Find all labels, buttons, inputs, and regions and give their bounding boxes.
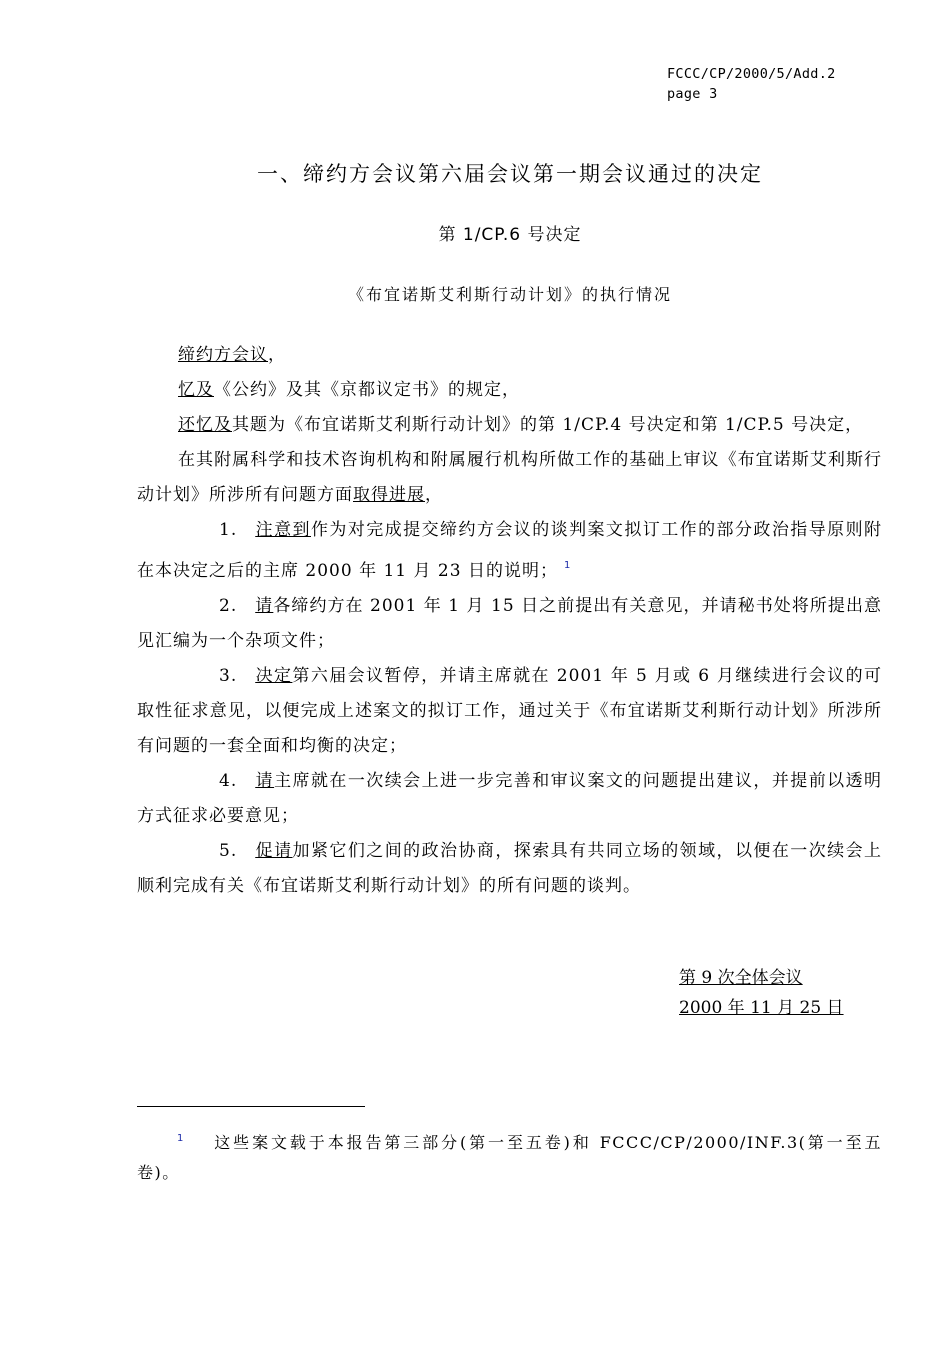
operative-verb: 促请 — [255, 841, 293, 861]
preamble-paragraph: 缔约方会议， — [178, 345, 286, 365]
document-symbol: FCCC/CP/2000/5/Add.2 — [667, 66, 836, 82]
operative-verb: 注意到 — [255, 520, 311, 540]
footnote-text: 这些案文载于本报告第三部分(第一至五卷)和 FCCC/CP/2000/INF.3(第一至五卷)。 — [137, 1133, 882, 1182]
footnote-marker: 1 — [177, 1133, 185, 1144]
preamble-lead: 还忆及 — [178, 415, 232, 435]
preamble-lead: 取得进展 — [353, 485, 425, 505]
section-title: 一、缔约方会议第六届会议第一期会议通过的决定 — [257, 162, 763, 186]
paragraph-number: 1. — [219, 520, 238, 540]
preamble-paragraph: 忆及《公约》及其《京都议定书》的规定， — [178, 380, 520, 400]
decision-number: 第 1/CP.6 号决定 — [438, 225, 582, 245]
footnote-reference[interactable]: 1 — [563, 560, 572, 571]
footnote-divider — [137, 1106, 365, 1107]
paragraph-number: 2. — [219, 596, 238, 616]
meeting-reference: 第 9 次全体会议 — [679, 968, 803, 988]
preamble-lead: 缔约方会议 — [178, 345, 268, 365]
decision-subtitle: 《布宜诺斯艾利斯行动计划》的执行情况 — [347, 285, 672, 304]
signature-block — [679, 963, 844, 1023]
paragraph-number: 3. — [219, 666, 238, 686]
operative-paragraph: 1. 注意到作为对完成提交缔约方会议的谈判案文拟订工作的部分政治指导原则附在本决定之后的主席 2000 年 11 月 23 日的说明； $^1$ — [137, 513, 882, 589]
operative-verb: 请 — [255, 596, 274, 616]
adoption-date: 2000 年 11 月 25 日 — [679, 998, 844, 1018]
page-number: page 3 — [667, 86, 718, 102]
decision-body — [137, 338, 882, 904]
operative-paragraph: 3. 决定第六届会议暂停，并请主席就在 2001 年 5 月或 6 月继续进行会议的可取性征求意见，以便完成上述案文的拟订工作，通过关于《布宜诺斯艾利斯行动计划》所涉所有问题的一套全面和均衡的决定； — [137, 659, 882, 764]
operative-paragraph: 5. 促请加紧它们之间的政治协商，探索具有共同立场的领域，以便在一次续会上顺利完成有关《布宜诺斯艾利斯行动计划》的所有问题的谈判。 — [137, 834, 882, 904]
paragraph-number: 4. — [219, 771, 238, 791]
preamble-paragraph: 还忆及其题为《布宜诺斯艾利斯行动计划》的第 1/CP.4 号决定和第 1/CP.5 号决定， — [178, 415, 864, 435]
operative-verb: 请 — [255, 771, 275, 791]
operative-paragraph: 2. 请各缔约方在 2001 年 1 月 15 日之前提出有关意见，并请秘书处将所提出意见汇编为一个杂项文件； — [137, 589, 882, 659]
preamble-paragraph: 在其附属科学和技术咨询机构和附属履行机构所做工作的基础上审议《布宜诺斯艾利斯行动计划》所涉所有问题方面取得进展， — [137, 450, 882, 505]
paragraph-number: 5. — [219, 841, 238, 861]
operative-paragraph: 4. 请主席就在一次续会上进一步完善和审议案文的问题提出建议，并提前以透明方式征求必要意见； — [137, 764, 882, 834]
preamble-lead: 忆及 — [178, 380, 214, 400]
operative-verb: 决定 — [255, 666, 293, 686]
document-header — [667, 64, 836, 104]
footnote — [137, 1124, 882, 1188]
